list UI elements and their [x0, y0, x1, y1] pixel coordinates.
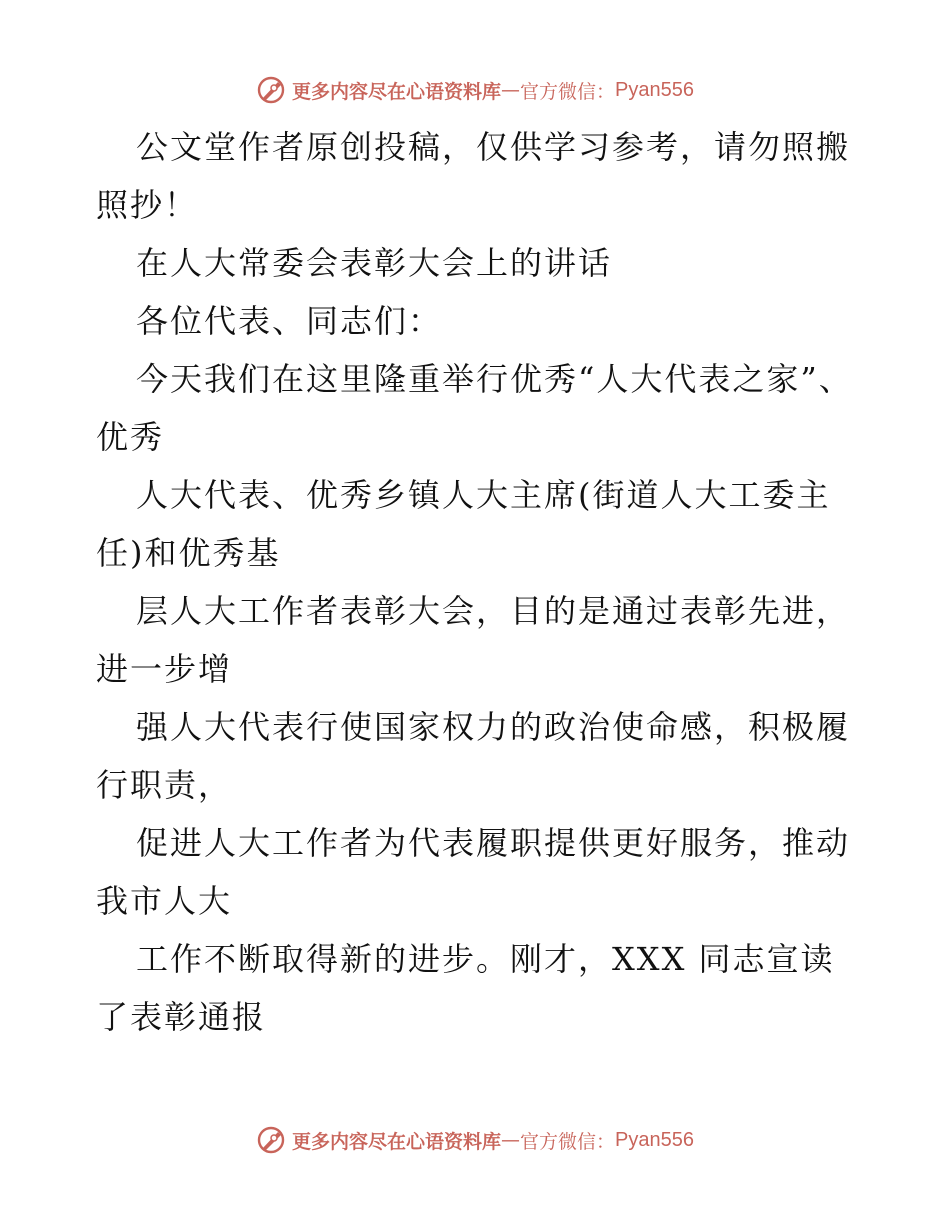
banner-sub-text: 官方微信：: [520, 80, 616, 103]
banner-dash: —: [501, 1129, 521, 1151]
banner-main-text: 更多内容尽在心语资料库: [292, 1130, 502, 1153]
document-paragraph: 人大代表、优秀乡镇人大主席(街道人大工委主任)和优秀基: [96, 476, 831, 572]
banner-wechat-id: Pyan556: [615, 78, 694, 101]
banner-wechat-id: Pyan556: [615, 1128, 694, 1151]
document-title: 在人大常委会表彰大会上的讲话: [136, 244, 613, 282]
document-paragraph: 强人大代表行使国家权力的政治使命感，积极履行职责，: [96, 708, 851, 804]
banner-dash: —: [501, 79, 521, 101]
footer-banner: [0, 1123, 950, 1157]
banner-main-text: 更多内容尽在心语资料库: [292, 80, 502, 103]
document-paragraph: 层人大工作者表彰大会，目的是通过表彰先进，进一步增: [96, 592, 851, 688]
quill-logo-icon: [256, 75, 286, 105]
banner-sub-text: 官方微信：: [520, 1130, 616, 1153]
document-paragraph: 公文堂作者原创投稿，仅供学习参考，请勿照搬照抄！: [96, 128, 851, 224]
document-body: [96, 118, 866, 1046]
document-paragraph: 促进人大工作者为代表履职提供更好服务，推动我市人大: [96, 824, 851, 920]
document-salutation: 各位代表、同志们：: [136, 302, 443, 340]
document-paragraph: 工作不断取得新的进步。刚才，XXX 同志宣读了表彰通报: [96, 940, 835, 1036]
document-paragraph: 今天我们在这里隆重举行优秀“人大代表之家”、优秀: [96, 360, 853, 456]
header-banner: [0, 73, 950, 107]
quill-logo-icon: [256, 1125, 286, 1155]
